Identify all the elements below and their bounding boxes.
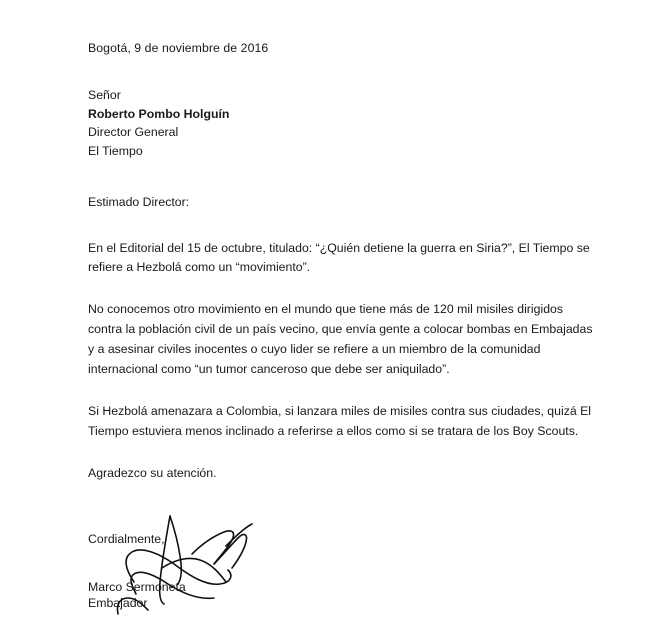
- salutation: Estimado Director:: [88, 194, 190, 209]
- addressee-organization: El Tiempo: [88, 143, 143, 158]
- addressee-position: Director General: [88, 125, 179, 140]
- body-paragraph-4: Agradezco su atención.: [88, 465, 217, 480]
- closing-word: Cordialmente,: [88, 531, 165, 546]
- body-paragraph-2: No conocemos otro movimiento en el mundo que tiene más de 120 mil misiles dirigidos contra la población civil de un país vecino, que envía gente a colocar bombas en Embajadas y a asesinar civiles inocentes o cuyo lider se refiere a un miembro de la comunidad internacional como “un tumor canceroso que debe ser aniquilado”.: [88, 302, 593, 377]
- addressee-block: [88, 86, 603, 161]
- signer-name: Marco Sermoneta: [88, 579, 186, 594]
- closing-block: [88, 532, 603, 642]
- signer-title: Embajador: [88, 595, 148, 610]
- addressee-name: Roberto Pombo Holguín: [88, 106, 230, 121]
- body-paragraph-3: Si Hezbolá amenazara a Colombia, si lanzara miles de misiles contra sus ciudades, quizá El Tiempo estuviera menos inclinado a referirse a ellos como si se tratara de los Boy Scouts.: [88, 404, 592, 438]
- date-line: Bogotá, 9 de noviembre de 2016: [88, 41, 269, 55]
- body-paragraph-1: En el Editorial del 15 de octubre, titulado: “¿Quién detiene la guerra en Siria?”, El Tiempo se refiere a Hezbolá como un “movimiento”.: [88, 240, 590, 275]
- addressee-honorific: Señor: [88, 87, 121, 102]
